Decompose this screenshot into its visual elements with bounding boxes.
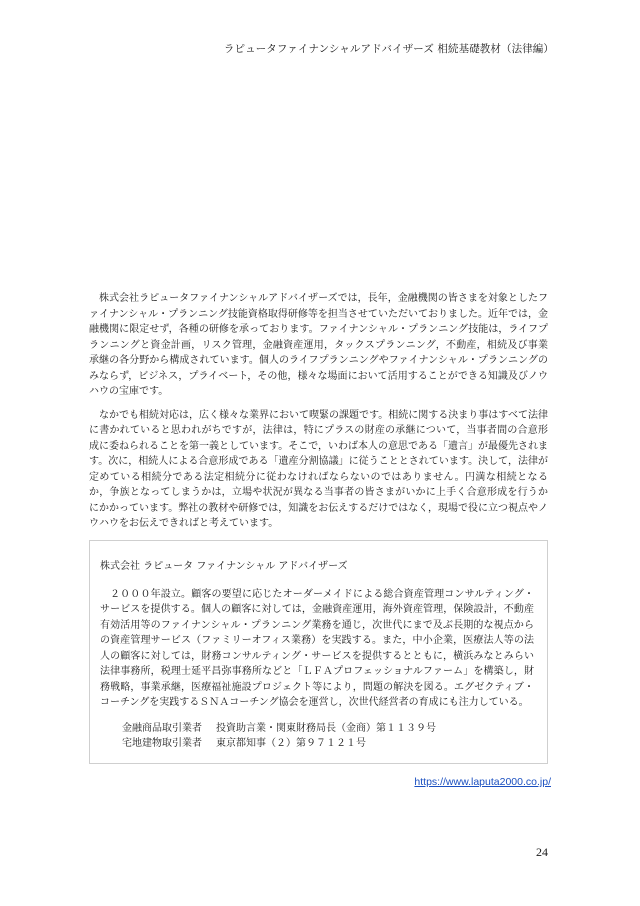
- intro-text: [89, 291, 548, 540]
- company-name: 株式会社 ラピュータ ファイナンシャル アドバイザーズ: [100, 561, 348, 572]
- company-profile-box: [89, 540, 548, 764]
- page-header-title: ラピュータファイナンシャルアドバイザーズ 相続基礎教材（法律編）: [223, 43, 554, 55]
- license-label: 宅地建物取引業者: [122, 738, 202, 749]
- license-value: 東京都知事（２）第９７１２１号: [216, 738, 366, 749]
- license-line-1: [122, 721, 534, 737]
- page-number: 24: [536, 845, 548, 859]
- company-description: ２０００年設立。顧客の要望に応じたオーダーメイドによる総合資産管理コンサルティング・サービスを提供する。個人の顧客に対しては，金融資産運用，海外資産管理，保険設計，不動産有効活用等のファイナンシャル・プランニング業務を通じ，次世代にまで及ぶ長期的な視点からの資産管理サービス（ファミリーオフィス業務）を実践する。また，中小企業，医療法人等の法人の顧客に対しては，財務コンサルティング・サービスを提供するとともに，横浜みなとみらい法律事務所，税理士延平昌弥事務所などと「ＬＦＡプロフェッショナルファーム」を構築し，財務戦略，事業承継，医療福祉施設プロジェクト等により，問題の解決を図る。エグゼクティブ・コーチングを実践するＳＮＡコーチング協会を運営し，次世代経営者の育成にも注力している。: [100, 588, 534, 708]
- license-line-2: [122, 736, 534, 752]
- intro-paragraph-2: なかでも相続対応は，広く様々な業界において喫緊の課題です。相続に関する決まり事はすべて法律に書かれていると思われがちですが，法律は，特にプラスの財産の承継について，当事者間の合意形成に委ねられることを第一義としています。そこで，いわば本人の意思である「遺言」が最優先されます。次に，相続人による合意形成である「遺産分割協議」に従うこととされています。決して，法律が定めている相続分である法定相続分に従わなければならないのではありません。円満な相続となるか，争族となってしまうかは，立場や状況が異なる当事者の皆さまがいかに上手く合意形成を行うかにかかっています。弊社の教材や研修では，知識をお伝えするだけではなく，現場で役に立つ視点やノウハウをお伝えできればと考えています。: [89, 409, 548, 529]
- license-label: 金融商品取引業者: [122, 722, 202, 734]
- company-website-link[interactable]: https://www.laputa2000.co.jp/: [414, 776, 551, 788]
- license-value: 投資助言業・関東財務局長（金商）第１１３９号: [216, 722, 436, 734]
- intro-paragraph-1: 株式会社ラピュータファイナンシャルアドバイザーズでは，長年，金融機関の皆さまを対象としたファイナンシャル・プランニング技能資格取得研修等を担当させていただいておりました。近年では，金融機関に限定せず，各種の研修を承っております。ファイナンシャル・プランニング技能は，ライフプランニングと資金計画，リスク管理，金融資産運用，タックスプランニング，不動産，相続及び事業承継の各分野から構成されています。個人のライフプランニングやファイナンシャル・プランニングのみならず，ビジネス，プライベート，その他，様々な場面において活用することができる知識及びノウハウの宝庫です。: [89, 293, 548, 397]
